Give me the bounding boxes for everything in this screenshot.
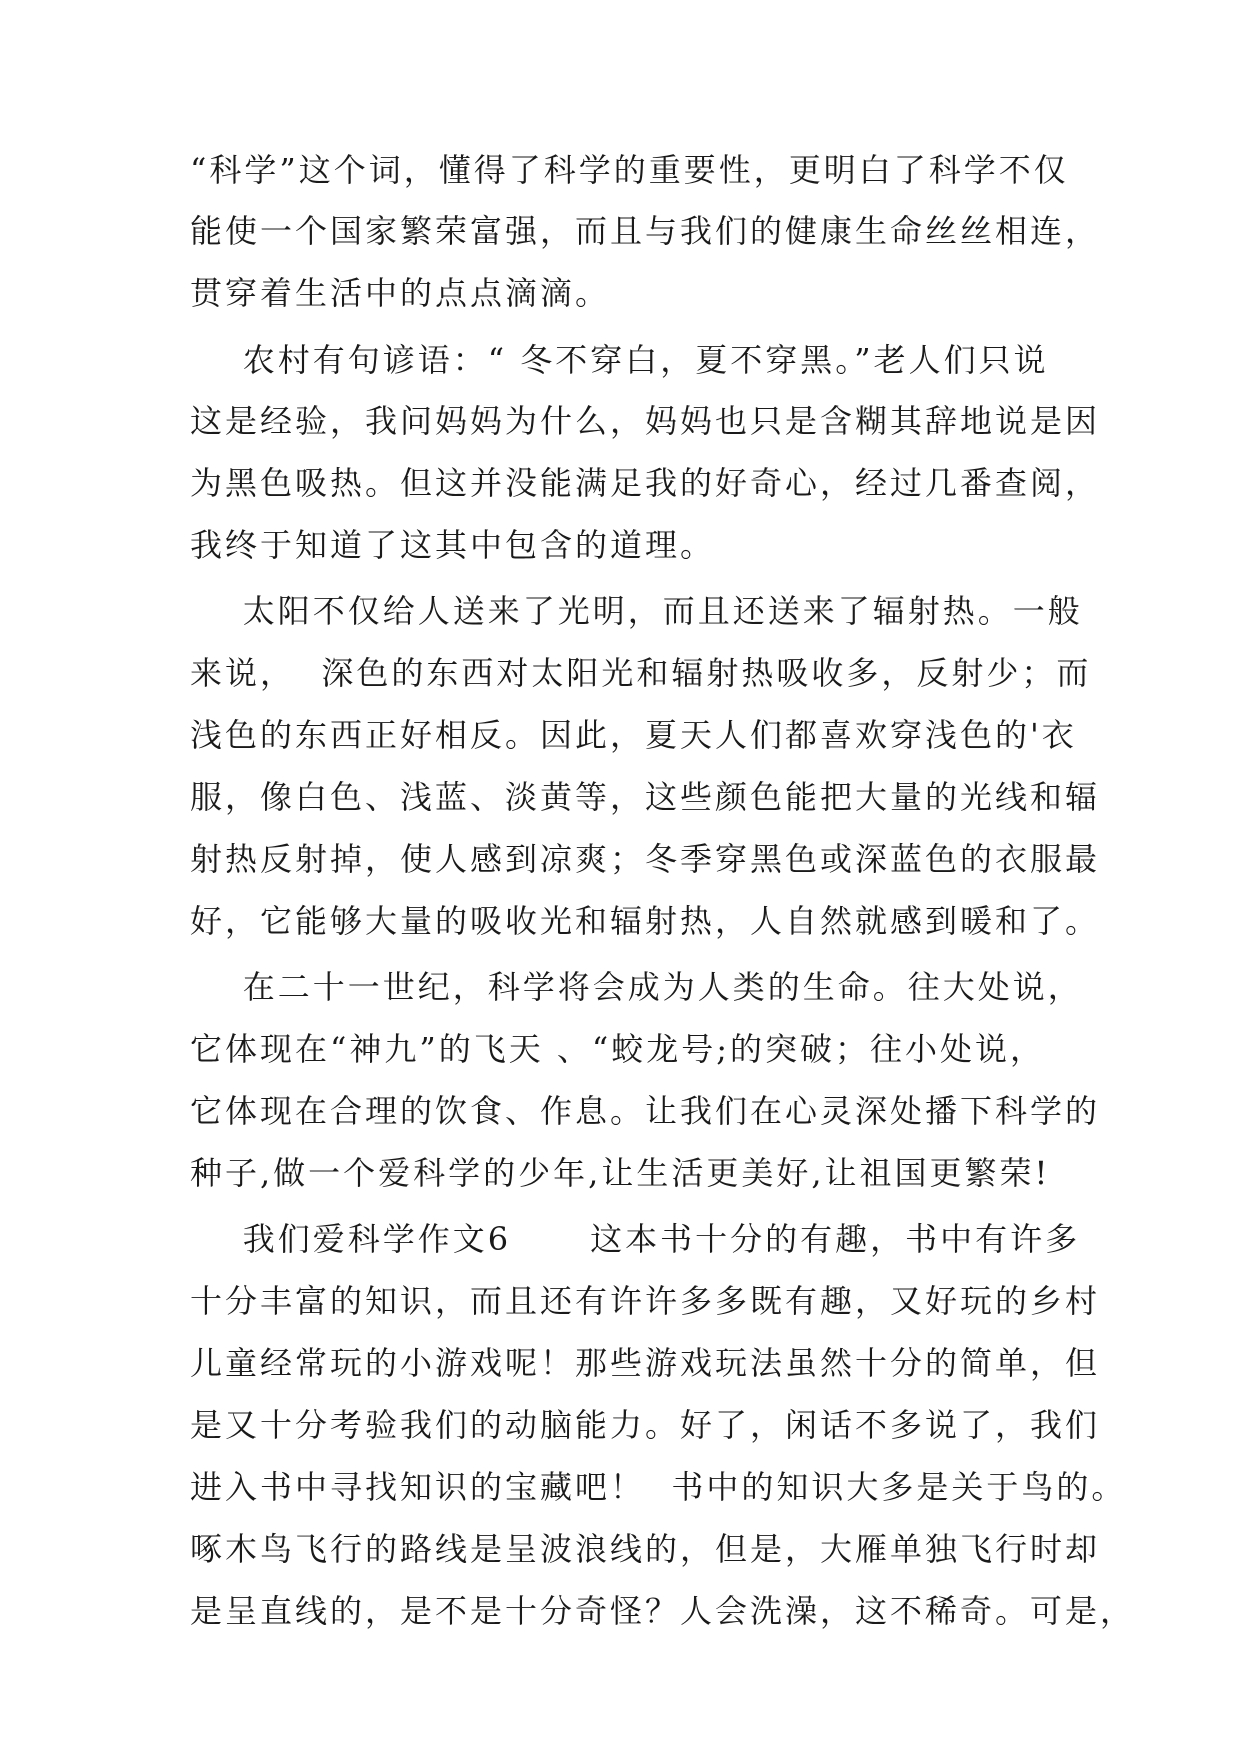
text-line: 种子,做一个爱科学的少年,让生活更美好,让祖国更繁荣! <box>190 1154 1051 1192</box>
text-line: 来说， 深色的东西对太阳光和辐射热吸收多，反射少；而 <box>190 654 1092 692</box>
text-line: 我终于知道了这其中包含的道理。 <box>190 526 716 564</box>
text-line: 它体现在“神九”的飞天 、“蛟龙号;的突破；往小处说， <box>190 1030 1046 1068</box>
text-line: 十分丰富的知识，而且还有许许多多既有趣，又好玩的乡村 <box>190 1282 1101 1320</box>
text-line: 在二十一世纪，科学将会成为人类的生命。往大处说， <box>190 968 1083 1006</box>
text-line: 贯穿着生活中的点点滴滴。 <box>190 274 611 312</box>
text-line: 浅色的东西正好相反。因此，夏天人们都喜欢穿浅色的'衣 <box>190 716 1077 754</box>
text-line: “科学”这个词，懂得了科学的重要性，更明白了科学不仅 <box>190 151 1069 189</box>
text-line: 射热反射掉，使人感到凉爽；冬季穿黑色或深蓝色的衣服最 <box>190 840 1101 878</box>
text-line: 农村有句谚语：“ 冬不穿白，夏不穿黑。”老人们只说 <box>190 341 1049 379</box>
text-line: 啄木鸟飞行的路线是呈波浪线的，但是，大雁单独飞行时却 <box>190 1530 1101 1568</box>
text-line: 这是经验，我问妈妈为什么，妈妈也只是含糊其辞地说是因 <box>190 402 1101 440</box>
text-line: 能使一个国家繁荣富强，而且与我们的健康生命丝丝相连， <box>190 212 1101 250</box>
text-line: 儿童经常玩的小游戏呢！那些游戏玩法虽然十分的简单，但 <box>190 1344 1101 1382</box>
text-line: 好，它能够大量的吸收光和辐射热，人自然就感到暖和了。 <box>190 902 1101 940</box>
text-line: 它体现在合理的饮食、作息。让我们在心灵深处播下科学的 <box>190 1092 1101 1130</box>
text-line: 是呈直线的，是不是十分奇怪？人会洗澡，这不稀奇。可是， <box>190 1592 1136 1630</box>
text-line: 服，像白色、浅蓝、淡黄等，这些颜色能把大量的光线和辐 <box>190 778 1101 816</box>
text-line: 进入书中寻找知识的宝藏吧！ 书中的知识大多是关于鸟的。 <box>190 1468 1127 1506</box>
text-line: 太阳不仅给人送来了光明，而且还送来了辐射热。一般 <box>190 592 1083 630</box>
text-line: 为黑色吸热。但这并没能满足我的好奇心，经过几番查阅， <box>190 464 1101 502</box>
text-line: 是又十分考验我们的动脑能力。好了，闲话不多说了，我们 <box>190 1406 1101 1444</box>
text-line: 我们爱科学作文6 这本书十分的有趣，书中有许多 <box>190 1220 1081 1258</box>
